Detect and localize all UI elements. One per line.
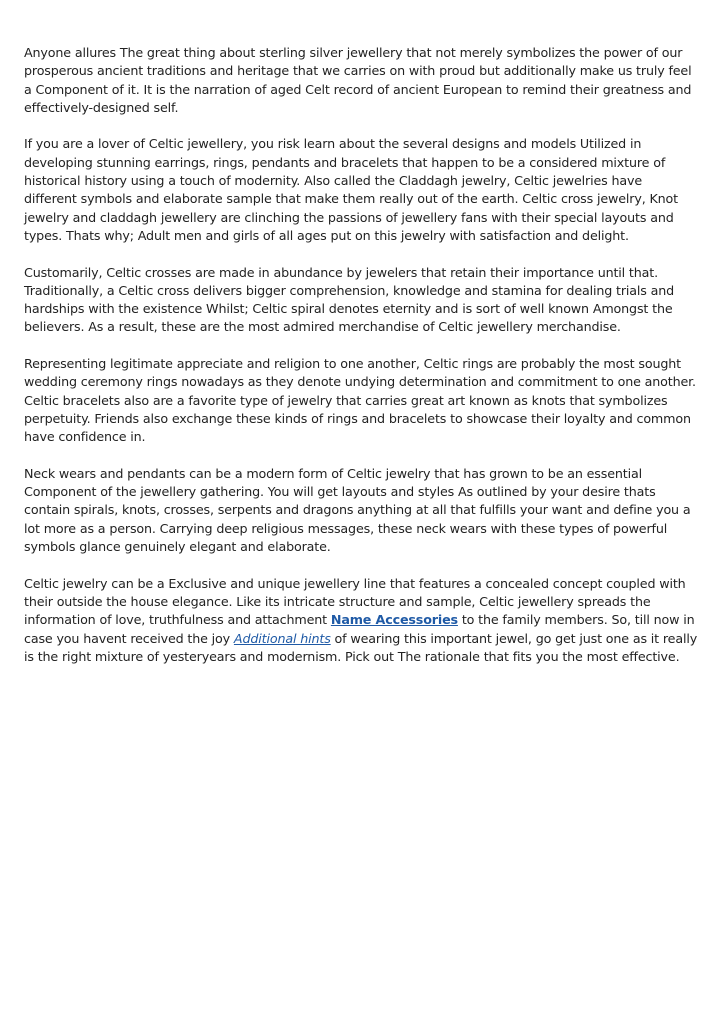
- paragraph-6-text-part-1: Celtic jewelry can be a Exclusive and unique jewellery line that features a concealed concept coupled with their outside the house elegance. Like its intricate structure and sample, Celtic jewellery spreads the information of love, truthfulness and attachment: [24, 575, 686, 628]
- paragraph-6-text-part-2: to the family members. So, till now in case you havent received the joy: [24, 612, 695, 646]
- paragraph-2: If you are a lover of Celtic jewellery, you risk learn about the several designs and models Utilized in developing stunning earrings, rings, pendants and bracelets that happen to be a considered mixture of historical history using a touch of modernity. Also called the Claddagh jewelry, Celtic jewelries have different symbols and elaborate sample that make them really out of the earth. Celtic cross jewelry, Knot jewelry and claddagh jewellery are clinching the passions of jewellery fans with their special layouts and types. Thats why; Adult men and girls of all ages put on this jewelry with satisfaction and delight.: [24, 136, 678, 243]
- additional-hints-link[interactable]: Additional hints: [233, 630, 331, 646]
- paragraph-5: Neck wears and pendants can be a modern form of Celtic jewelry that has grown to be an essential Component of the jewellery gathering. You will get layouts and styles As outlined by your desire thats contain spirals, knots, crosses, serpents and dragons anything at all that fulfills your want and define you a lot more as a person. Carrying deep religious messages, these neck wears with these types of powerful symbols glance genuinely elegant and elaborate.: [24, 465, 691, 555]
- article-body: [24, 44, 698, 684]
- paragraph-1: Anyone allures The great thing about sterling silver jewellery that not merely symbolizes the power of our prosperous ancient traditions and heritage that we carries on with proud but additionally make us truly feel a Component of it. It is the narration of aged Celt record of ancient European to remind their greatness and effectively-designed self.: [24, 45, 692, 115]
- paragraph-3: Customarily, Celtic crosses are made in abundance by jewelers that retain their importance until that. Traditionally, a Celtic cross delivers bigger comprehension, knowledge and stamina for dealing trials and hardships with the existence Whilst; Celtic spiral denotes eternity and is sort of well known Amongst the believers. As a result, these are the most admired merchandise of Celtic jewellery merchandise.: [24, 264, 675, 335]
- paragraph-6-text-part-3: of wearing this important jewel, go get just one as it really is the right mixture of yesteryears and modernism. Pick out The rationale that fits you the most effective.: [24, 630, 698, 664]
- name-accessories-link[interactable]: Name Accessories: [330, 612, 458, 628]
- paragraph-4: Representing legitimate appreciate and religion to one another, Celtic rings are probably the most sought wedding ceremony rings nowadays as they denote undying determination and commitment to one another. Celtic bracelets also are a favorite type of jewelry that carries great art known as knots that symbolizes perpetuity. Friends also exchange these kinds of rings and bracelets to showcase their loyalty and common have confidence in.: [24, 356, 696, 445]
- paragraph-6: [24, 575, 698, 666]
